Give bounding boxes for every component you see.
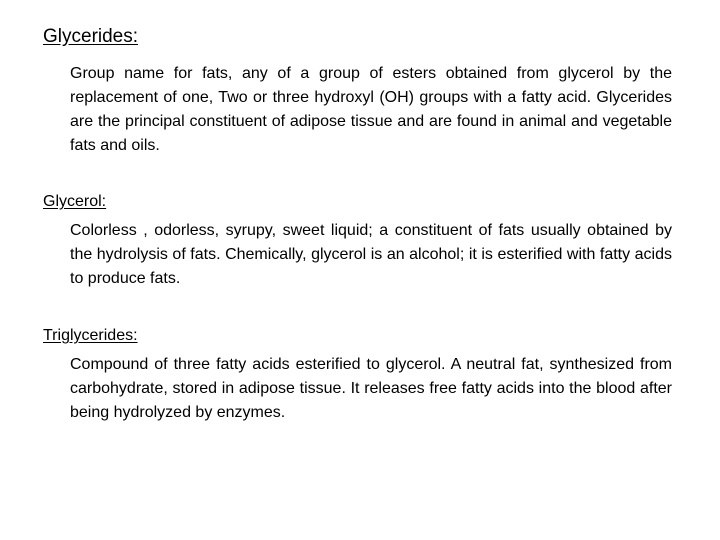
heading-glycerol: Glycerol:: [43, 193, 107, 210]
definition-triglycerides: Compound of three fatty acids esterified to glycerol. A neutral fat, synthesized from carbohydrate, stored in adipose tissue. It releases free fatty acids into the blood after being hydrolyzed by enzymes.: [70, 356, 672, 421]
definition-glycerol: Colorless , odorless, syrupy, sweet liquid; a constituent of fats usually obtained by the hydrolysis of fats. Chemically, glycerol is an alcohol; it is esterified with fatty acids to produce fats.: [70, 222, 672, 287]
heading-glycerides: Glycerides:: [43, 26, 139, 47]
heading-triglycerides: Triglycerides:: [43, 327, 138, 344]
definition-glycerides: Group name for fats, any of a group of esters obtained from glycerol by the replacement of one, Two or three hydroxyl (OH) groups with a fatty acid. Glycerides are the principal constituent of adipose tissue and are found in animal and vegetable fats and oils.: [70, 65, 672, 154]
